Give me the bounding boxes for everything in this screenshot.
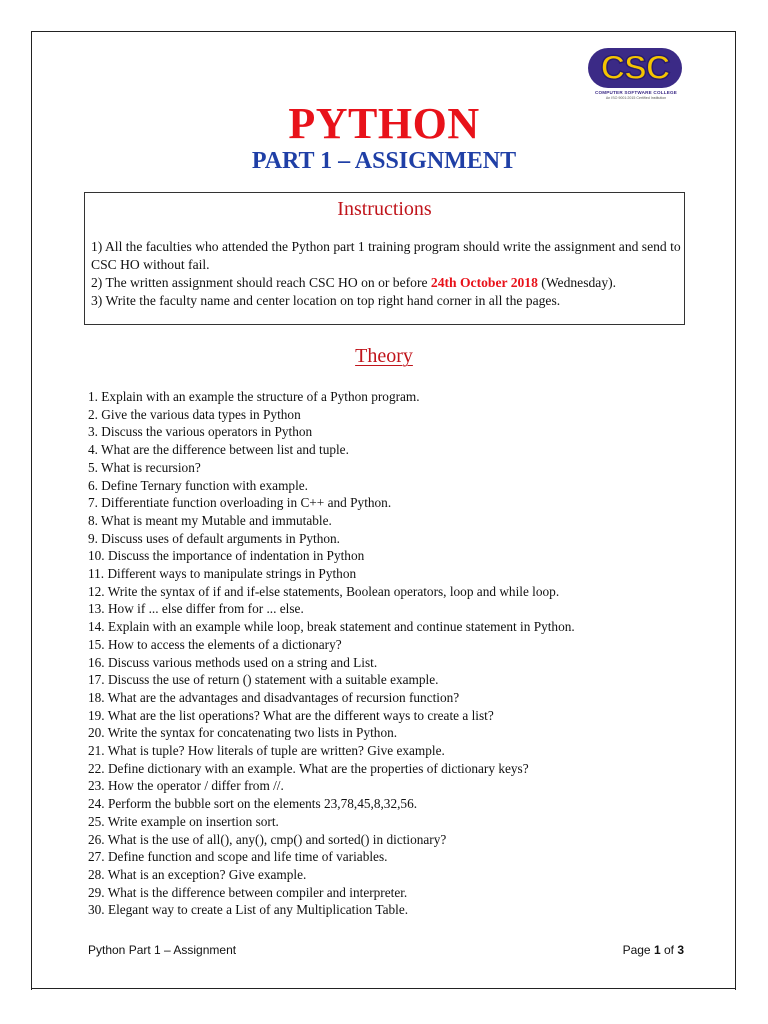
- logo-subtagline: An ISO 9001:2015 Certified Institution: [605, 96, 667, 100]
- page-current: 1: [653, 943, 661, 957]
- instructions-list: [91, 238, 681, 310]
- instruction-item: [91, 274, 681, 292]
- question-item: 14. Explain with an example while loop, break statement and continue statement in Python.: [88, 619, 575, 635]
- question-item: 4. What are the difference between list and tuple.: [88, 442, 349, 458]
- instruction-item: 1) All the faculties who attended the Python part 1 training program should write the assignment and send to CSC HO without fail.: [91, 239, 681, 272]
- question-item: 1. Explain with an example the structure of a Python program.: [88, 389, 420, 404]
- question-item: 27. Define function and scope and life time of variables.: [88, 849, 388, 865]
- question-item: 10. Discuss the importance of indentation in Python: [88, 548, 365, 564]
- logo-tagline: COMPUTER SOFTWARE COLLEGE: [594, 90, 678, 95]
- page-label: Page: [622, 943, 654, 957]
- question-item: 7. Differentiate function overloading in C++ and Python.: [88, 495, 392, 511]
- page-number: [623, 943, 684, 957]
- question-item: 3. Discuss the various operators in Python: [88, 424, 313, 440]
- instruction-text: 2) The written assignment should reach CSC HO on or before: [91, 275, 431, 290]
- question-item: 9. Discuss uses of default arguments in Python.: [88, 530, 341, 546]
- logo-text: CSC: [600, 49, 670, 87]
- question-item: 25. Write example on insertion sort.: [88, 813, 279, 829]
- instructions-box: [84, 192, 685, 325]
- question-list: [88, 388, 688, 919]
- page-of-label: of: [660, 943, 678, 957]
- document-title: PYTHON: [288, 99, 480, 148]
- theory-heading: [0, 345, 768, 368]
- question-item: 19. What are the list operations? What are the different ways to create a list?: [88, 707, 494, 723]
- theory-heading-text: Theory: [355, 345, 413, 367]
- instructions-heading: Instructions: [337, 198, 432, 220]
- question-item: 17. Discuss the use of return () statement with a suitable example.: [88, 672, 439, 688]
- question-item: 6. Define Ternary function with example.: [88, 477, 308, 493]
- question-item: 5. What is recursion?: [88, 459, 201, 475]
- question-item: 20. Write the syntax for concatenating two lists in Python.: [88, 725, 398, 741]
- deadline-date: 24th October 2018: [430, 275, 538, 290]
- question-item: 13. How if ... else differ from for ... else.: [88, 601, 304, 617]
- document-subtitle: PART 1 – ASSIGNMENT: [251, 148, 517, 174]
- question-item: 22. Define dictionary with an example. What are the properties of dictionary keys?: [88, 760, 529, 776]
- instruction-item: 3) Write the faculty name and center location on top right hand corner in all the pages.: [91, 293, 561, 308]
- question-item: 16. Discuss various methods used on a string and List.: [88, 654, 378, 670]
- page-total: 3: [677, 943, 684, 957]
- question-item: 30. Elegant way to create a List of any Multiplication Table.: [88, 902, 409, 918]
- question-item: 21. What is tuple? How literals of tuple are written? Give example.: [88, 743, 445, 759]
- question-item: 15. How to access the elements of a dictionary?: [88, 636, 342, 652]
- question-item: 12. Write the syntax of if and if-else statements, Boolean operators, loop and while loop.: [88, 583, 560, 599]
- question-item: 11. Different ways to manipulate strings in Python: [88, 566, 357, 582]
- bottom-rule: [31, 988, 736, 989]
- question-item: 29. What is the difference between compiler and interpreter.: [88, 884, 408, 900]
- question-item: 24. Perform the bubble sort on the elements 23,78,45,8,32,56.: [88, 796, 418, 812]
- question-item: 18. What are the advantages and disadvantages of recursion function?: [88, 689, 460, 705]
- question-item: 23. How the operator / differ from //.: [88, 778, 284, 794]
- question-item: 26. What is the use of all(), any(), cmp() and sorted() in dictionary?: [88, 831, 447, 847]
- instruction-text: (Wednesday).: [537, 275, 617, 290]
- footer-title: Python Part 1 – Assignment: [88, 943, 237, 957]
- csc-logo: [588, 48, 684, 104]
- question-item: 2. Give the various data types in Python: [88, 406, 301, 422]
- question-item: 28. What is an exception? Give example.: [88, 866, 307, 882]
- question-item: 8. What is meant my Mutable and immutable.: [88, 512, 332, 528]
